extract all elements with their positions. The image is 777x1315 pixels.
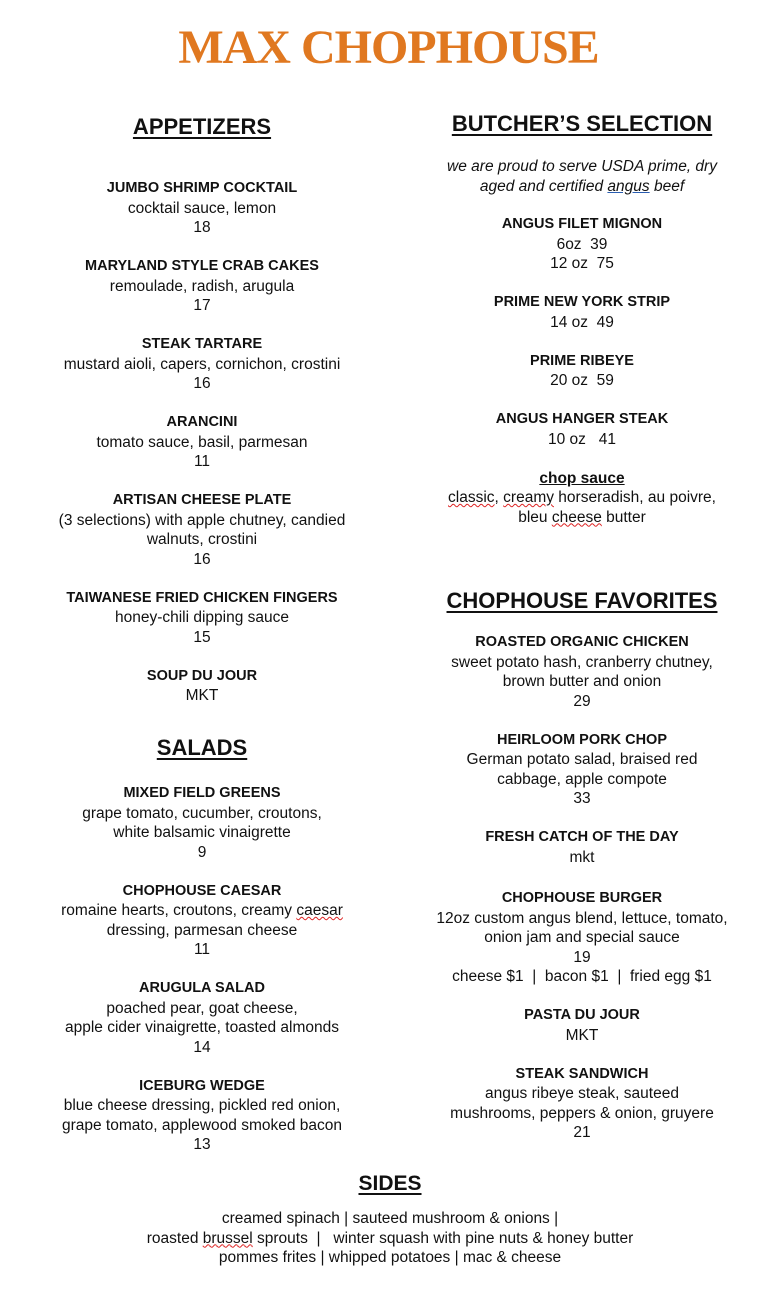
salads-heading: SALADS [156,735,248,760]
chop-sauce-line: classic, creamy horseradish, au poivre, [448,489,716,506]
butchers-intro [447,157,717,197]
chop-sauce-name: chop sauce [539,469,625,487]
item-name: SOUP DU JOUR [146,667,258,684]
item-name: FRESH CATCH OF THE DAY [485,829,679,845]
sides-list [147,1209,634,1268]
sides-line: creamed spinach | sauteed mushroom & onions | [221,1210,559,1227]
item-price: 21 [573,1124,591,1141]
menu-item [436,1006,727,1045]
favorites-list [436,633,727,1162]
item-name: ANGUS FILET MIGNON [501,216,663,232]
menu-item [59,667,346,706]
item-name: CHOPHOUSE BURGER [501,890,663,906]
item-price: mkt [569,848,595,866]
sides-heading: SIDES [358,1172,422,1195]
item-price: 29 [573,692,591,710]
marked-word: caesar [296,902,343,919]
item-description: mustard aioli, capers, cornichon, crostini [63,355,341,373]
item-price: MKT [565,1026,599,1044]
marked-word: brussel [202,1229,253,1247]
menu-item [59,589,346,648]
item-description: walnuts, crostini [146,531,258,548]
item-name: JUMBO SHRIMP COCKTAIL [106,180,298,196]
menu-item [61,1077,343,1155]
marked-word: angus [607,178,650,195]
item-name: STEAK SANDWICH [515,1065,649,1082]
item-price: 14 oz 49 [550,313,614,331]
chop-sauce [447,469,717,528]
appetizers-heading: APPETIZERS [132,114,272,139]
item-name: MARYLAND STYLE CRAB CAKES [85,258,319,274]
item-name: PASTA DU JOUR [524,1007,640,1023]
restaurant-title: MAX CHOPHOUSE [178,21,599,74]
menu-item [447,352,717,391]
item-name: ANGUS HANGER STEAK [495,411,669,427]
butchers-selection [447,157,717,547]
item-description: remoulade, radish, arugula [109,277,295,295]
item-price: MKT [185,687,219,704]
menu-item [436,1065,727,1143]
item-price: 11 [193,941,211,958]
item-price: 12 oz 75 [550,255,614,272]
chophouse-favorites-heading: CHOPHOUSE FAVORITES [446,588,718,613]
item-description: honey-chili dipping sauce [114,609,290,626]
item-price: 15 [193,628,211,646]
salads-list [61,784,343,1174]
marked-word: classic [448,489,495,506]
menu-item [436,731,727,809]
item-price: 19 [573,948,591,966]
item-description: cocktail sauce, lemon [127,199,277,217]
item-description: sweet potato hash, cranberry chutney, [451,653,713,671]
item-price: 9 [197,843,207,861]
item-price: 13 [193,1136,211,1153]
item-name: ARANCINI [166,414,238,430]
item-description: onion jam and special sauce [484,929,680,946]
item-description: mushrooms, peppers & onion, gruyere [450,1104,714,1122]
item-price: 20 oz 59 [550,372,614,389]
item-price: 17 [193,297,211,314]
menu-item [447,410,717,449]
item-price: 16 [193,550,211,568]
chop-sauce-line: bleu cheese butter [518,508,646,526]
item-name: PRIME NEW YORK STRIP [493,294,671,310]
item-name: ARTISAN CHEESE PLATE [112,492,292,508]
item-description: apple cider vinaigrette, toasted almonds [65,1019,339,1036]
item-description: cabbage, apple compote [497,770,667,788]
menu-item [59,491,346,569]
menu-item [61,784,343,862]
menu-item [436,889,727,987]
menu-item [59,335,346,394]
menu-item [436,633,727,711]
item-description: grape tomato, cucumber, croutons, [82,804,322,822]
menu-item [59,179,346,238]
item-description: dressing, parmesan cheese [106,921,298,939]
item-description: grape tomato, applewood smoked bacon [61,1116,343,1134]
menu-item [61,882,343,960]
item-description: angus ribeye steak, sauteed [485,1085,679,1102]
item-name: HEIRLOOM PORK CHOP [497,731,667,748]
item-name: ARUGULA SALAD [139,980,265,996]
item-name: STEAK TARTARE [141,336,263,352]
menu-item [59,413,346,472]
intro-line: we are proud to serve USDA prime, dry [447,158,717,175]
item-description: tomato sauce, basil, parmesan [96,433,308,451]
item-price: 16 [193,375,211,392]
item-description: blue cheese dressing, pickled red onion, [63,1097,341,1114]
item-description: poached pear, goat cheese, [106,999,298,1017]
item-name: ROASTED ORGANIC CHICKEN [475,634,689,650]
item-name: CHOPHOUSE CAESAR [122,882,282,899]
item-description: romaine hearts, croutons, creamy caesar [61,902,343,919]
item-price: 10 oz 41 [547,430,617,448]
item-price: 33 [573,790,591,807]
menu-item [436,828,727,867]
menu-item [59,257,346,316]
menu-item [61,979,343,1057]
appetizers-list [59,179,346,725]
item-name: TAIWANESE FRIED CHICKEN FINGERS [66,589,338,606]
item-description: 12oz custom angus blend, lettuce, tomato, [436,909,728,927]
item-price: 18 [193,219,211,236]
marked-word: creamy [503,489,554,506]
menu-item [447,215,717,274]
marked-word: cheese [551,508,602,526]
item-name: MIXED FIELD GREENS [123,785,281,801]
item-price: 11 [193,453,211,470]
item-description: German potato salad, braised red [466,751,698,768]
butchers-selection-heading: BUTCHER’S SELECTION [451,111,713,136]
item-description: white balsamic vinaigrette [113,824,291,841]
item-description: (3 selections) with apple chutney, candied [58,511,346,529]
item-price: 6oz 39 [556,235,608,253]
sides-line: roasted brussel sprouts | winter squash with pine nuts & honey butter [146,1229,634,1247]
item-name: ICEBURG WEDGE [139,1077,265,1094]
item-name: PRIME RIBEYE [530,352,634,369]
item-price: 14 [193,1038,211,1056]
sides-line: pommes frites | whipped potatoes | mac & cheese [218,1249,562,1266]
item-description: brown butter and onion [502,673,662,690]
item-price: cheese $1 | bacon $1 | fried egg $1 [452,968,712,985]
intro-line: aged and certified angus beef [479,178,685,195]
menu-item [447,293,717,332]
